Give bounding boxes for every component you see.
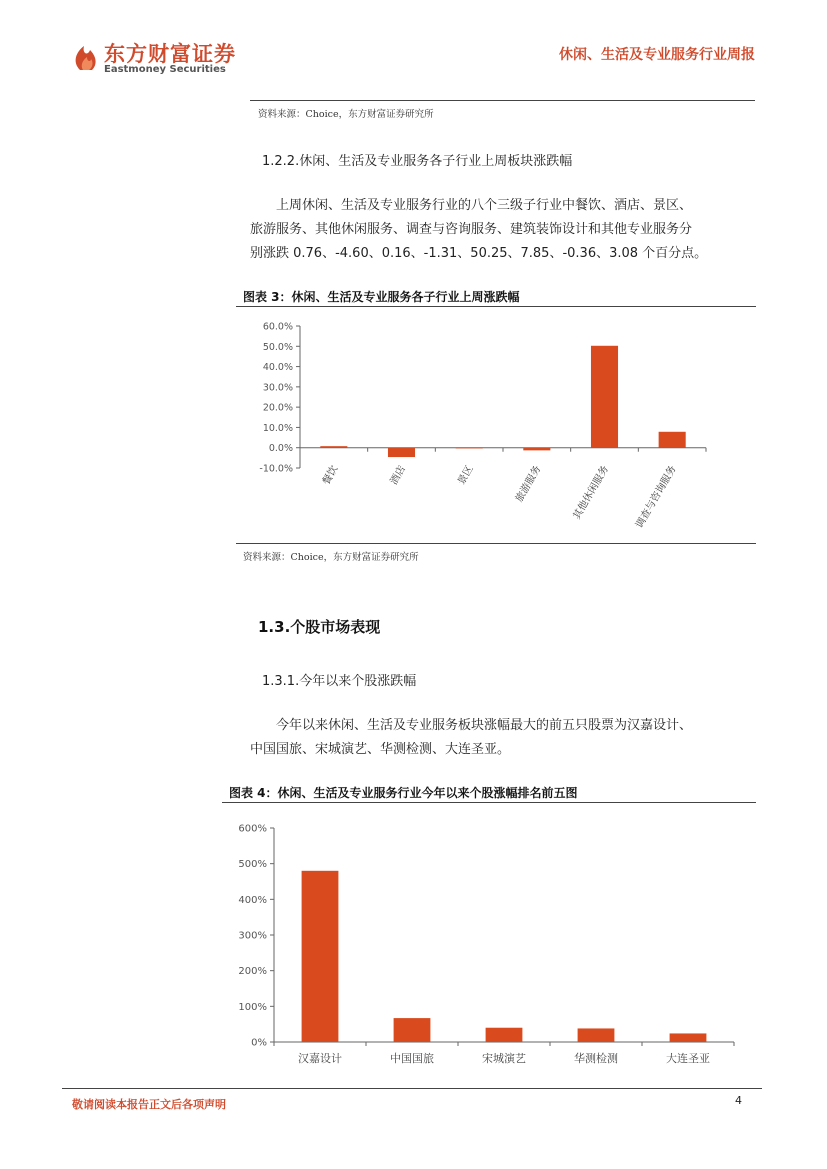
footer-divider — [62, 1088, 762, 1089]
x-category-label: 调查与咨询服务 — [634, 464, 679, 531]
bar — [523, 448, 550, 451]
section-heading-1-3-1: 1.3.1.今年以来个股涨跌幅 — [262, 674, 417, 689]
y-tick-label: 0.0% — [268, 443, 293, 455]
y-tick-label: 40.0% — [262, 362, 293, 374]
section-heading-1-2-2: 1.2.2.休闲、生活及专业服务各子行业上周板块涨跌幅 — [262, 154, 573, 169]
bar — [394, 1018, 431, 1042]
x-category-label: 汉嘉设计 — [298, 1052, 342, 1065]
x-category-label: 酒店 — [388, 464, 409, 487]
report-title: 休闲、生活及专业服务行业周报 — [559, 47, 755, 63]
x-category-label: 其他休闲服务 — [571, 464, 612, 522]
paragraph-line: 中国国旅、宋城演艺、华测检测、大连圣亚。 — [250, 742, 511, 757]
y-tick-label: 0% — [251, 1037, 267, 1049]
divider — [236, 543, 756, 544]
x-category-label: 旅游服务 — [513, 464, 544, 505]
y-tick-label: 200% — [238, 966, 267, 978]
x-category-label: 大连圣亚 — [666, 1052, 710, 1065]
x-category-label: 餐饮 — [320, 464, 341, 487]
y-tick-label: 50.0% — [262, 341, 293, 353]
paragraph-line: 今年以来休闲、生活及专业服务板块涨幅最大的前五只股票为汉嘉设计、 — [276, 718, 693, 733]
divider — [250, 100, 755, 101]
bar — [388, 448, 415, 457]
figure-3-title: 图表 3：休闲、生活及专业服务各子行业上周涨跌幅 — [243, 290, 520, 304]
y-tick-label: 30.0% — [262, 382, 293, 394]
paragraph-line: 别涨跌 0.76、-4.60、0.16、-1.31、50.25、7.85、-0.36、3.08 个百分点。 — [250, 246, 708, 261]
y-tick-label: 400% — [238, 894, 267, 906]
figure-4-title: 图表 4：休闲、生活及专业服务行业今年以来个股涨幅排名前五图 — [229, 786, 578, 800]
footer-disclaimer: 敬请阅读本报告正文后各项声明 — [72, 1098, 226, 1111]
paragraph-line: 上周休闲、生活及专业服务行业的八个三级子行业中餐饮、酒店、景区、 — [276, 198, 693, 213]
x-category-label: 中国国旅 — [390, 1052, 434, 1065]
y-tick-label: 100% — [238, 1001, 267, 1013]
bar — [486, 1028, 523, 1042]
y-tick-label: 60.0% — [262, 321, 293, 333]
source-note: 资料来源：Choice，东方财富证券研究所 — [258, 109, 434, 120]
bar — [591, 346, 618, 448]
paragraph-line: 旅游服务、其他休闲服务、调查与咨询服务、建筑装饰设计和其他专业服务分 — [250, 222, 693, 237]
logo-flame-icon — [70, 40, 104, 74]
page-number: 4 — [735, 1094, 742, 1107]
section-heading-1-3: 1.3.个股市场表现 — [258, 618, 381, 636]
y-tick-label: -10.0% — [259, 463, 293, 475]
logo-text-cn: 东方财富证券 — [104, 42, 236, 66]
bar — [578, 1028, 615, 1042]
bar — [456, 447, 483, 448]
chart-top5-stocks-ytd — [222, 812, 756, 1082]
section-paragraph — [250, 194, 770, 266]
x-category-label: 宋城演艺 — [482, 1052, 526, 1065]
figure-3-source: 资料来源：Choice，东方财富证券研究所 — [243, 552, 419, 563]
bar — [320, 446, 347, 448]
bar — [659, 432, 686, 448]
x-category-label: 华测检测 — [574, 1052, 618, 1065]
bar — [670, 1033, 707, 1042]
section-paragraph — [250, 714, 770, 762]
y-tick-label: 10.0% — [262, 422, 293, 434]
logo-text-en: Eastmoney Securities — [104, 64, 226, 75]
y-tick-label: 600% — [238, 823, 267, 835]
y-tick-label: 500% — [238, 859, 267, 871]
divider — [222, 802, 756, 803]
y-tick-label: 300% — [238, 930, 267, 942]
divider — [236, 306, 756, 307]
bar — [302, 871, 339, 1042]
y-tick-label: 20.0% — [262, 402, 293, 414]
x-category-label: 景区 — [456, 464, 476, 487]
chart-subindustry-weekly-change — [236, 312, 756, 540]
